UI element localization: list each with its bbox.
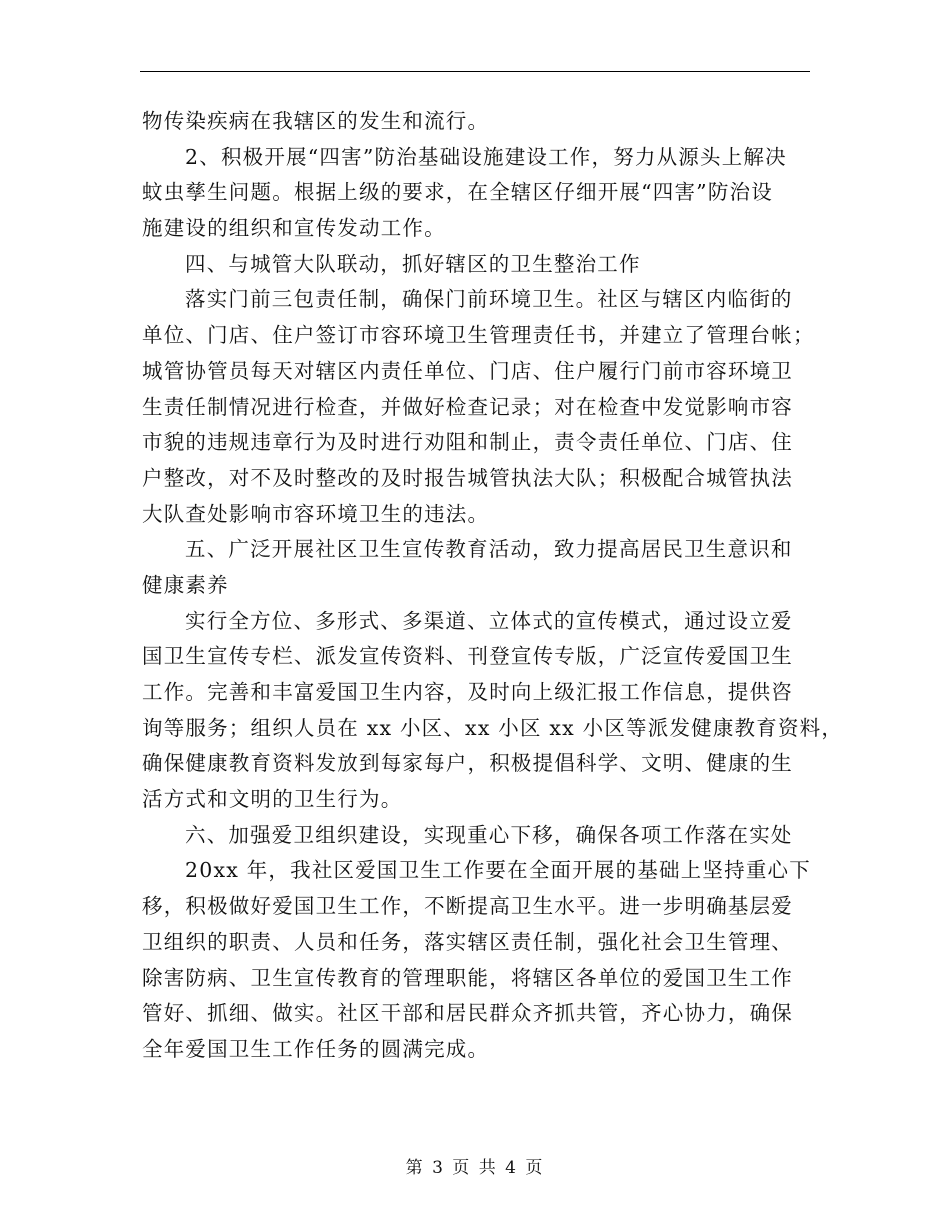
text-line: 单位、门店、住户签订市容环境卫生管理责任书，并建立了管理台帐； (142, 323, 815, 348)
text-line: 户整改，对不及时整改的及时报告城管执法大队；积极配合城管执法 (142, 465, 793, 490)
text-line: 卫组织的职责、人员和任务，落实辖区责任制，强化社会卫生管理、 (142, 929, 793, 954)
paragraph-first-line: 落实门前三包责任制，确保门前环境卫生。社区与辖区内临街的 (185, 287, 793, 312)
section-heading: 五、广泛开展社区卫生宣传教育活动，致力提高居民卫生意识和 (185, 537, 793, 562)
text-line: 管好、抓细、做实。社区干部和居民群众齐抓共管，齐心协力，确保 (142, 1001, 793, 1026)
text-line: 蚊虫孳生问题。根据上级的要求，在全辖区仔细开展“四害”防治设 (142, 180, 773, 205)
text-line: 生责任制情况进行检查，并做好检查记录；对在检查中发觉影响市容 (142, 394, 793, 419)
section-heading-continued: 健康素养 (142, 572, 229, 597)
paragraph-first-line: 实行全方位、多形式、多渠道、立体式的宣传模式，通过设立爱 (185, 608, 793, 633)
text-line: 大队查处影响市容环境卫生的违法。 (142, 501, 490, 526)
text-line: 工作。完善和丰富爱国卫生内容，及时向上级汇报工作信息，提供咨 (142, 680, 793, 704)
text-line: 移，积极做好爱国卫生工作，不断提高卫生水平。进一步明确基层爱 (142, 894, 793, 919)
page-number-footer: 第 3 页 共 4 页 (405, 1158, 545, 1178)
text-line: 活方式和文明的卫生行为。 (142, 787, 403, 812)
text-line: 全年爱国卫生工作任务的圆满完成。 (142, 1036, 490, 1061)
paragraph-first-line: 20xx 年，我社区爱国卫生工作要在全面开展的基础上坚持重心下 (185, 858, 811, 883)
text-line: 询等服务；组织人员在 xx 小区、xx 小区 xx 小区等派发健康教育资料， (142, 715, 844, 740)
text-line: 确保健康教育资料发放到每家每户，积极提倡科学、文明、健康的生 (142, 751, 793, 776)
text-line: 除害防病、卫生宣传教育的管理职能，将辖区各单位的爱国卫生工作 (142, 965, 793, 990)
text-line: 市貌的违规违章行为及时进行劝阻和制止，责令责任单位、门店、住 (142, 430, 793, 455)
text-line: 施建设的组织和宣传发动工作。 (142, 216, 446, 241)
paragraph-first-line: 2、积极开展“四害”防治基础设施建设工作，努力从源头上解决 (185, 144, 787, 169)
text-line: 城管协管员每天对辖区内责任单位、门店、住户履行门前市容环境卫 (142, 358, 793, 383)
header-rule (140, 71, 810, 72)
section-heading: 六、加强爱卫组织建设，实现重心下移，确保各项工作落在实处 (185, 822, 793, 847)
document-body (142, 104, 844, 1068)
section-heading: 四、与城管大队联动，抓好辖区的卫生整治工作 (185, 251, 641, 276)
text-line: 物传染疾病在我辖区的发生和流行。 (142, 109, 490, 133)
text-line: 国卫生宣传专栏、派发宣传资料、刊登宣传专版，广泛宣传爱国卫生 (142, 644, 793, 669)
